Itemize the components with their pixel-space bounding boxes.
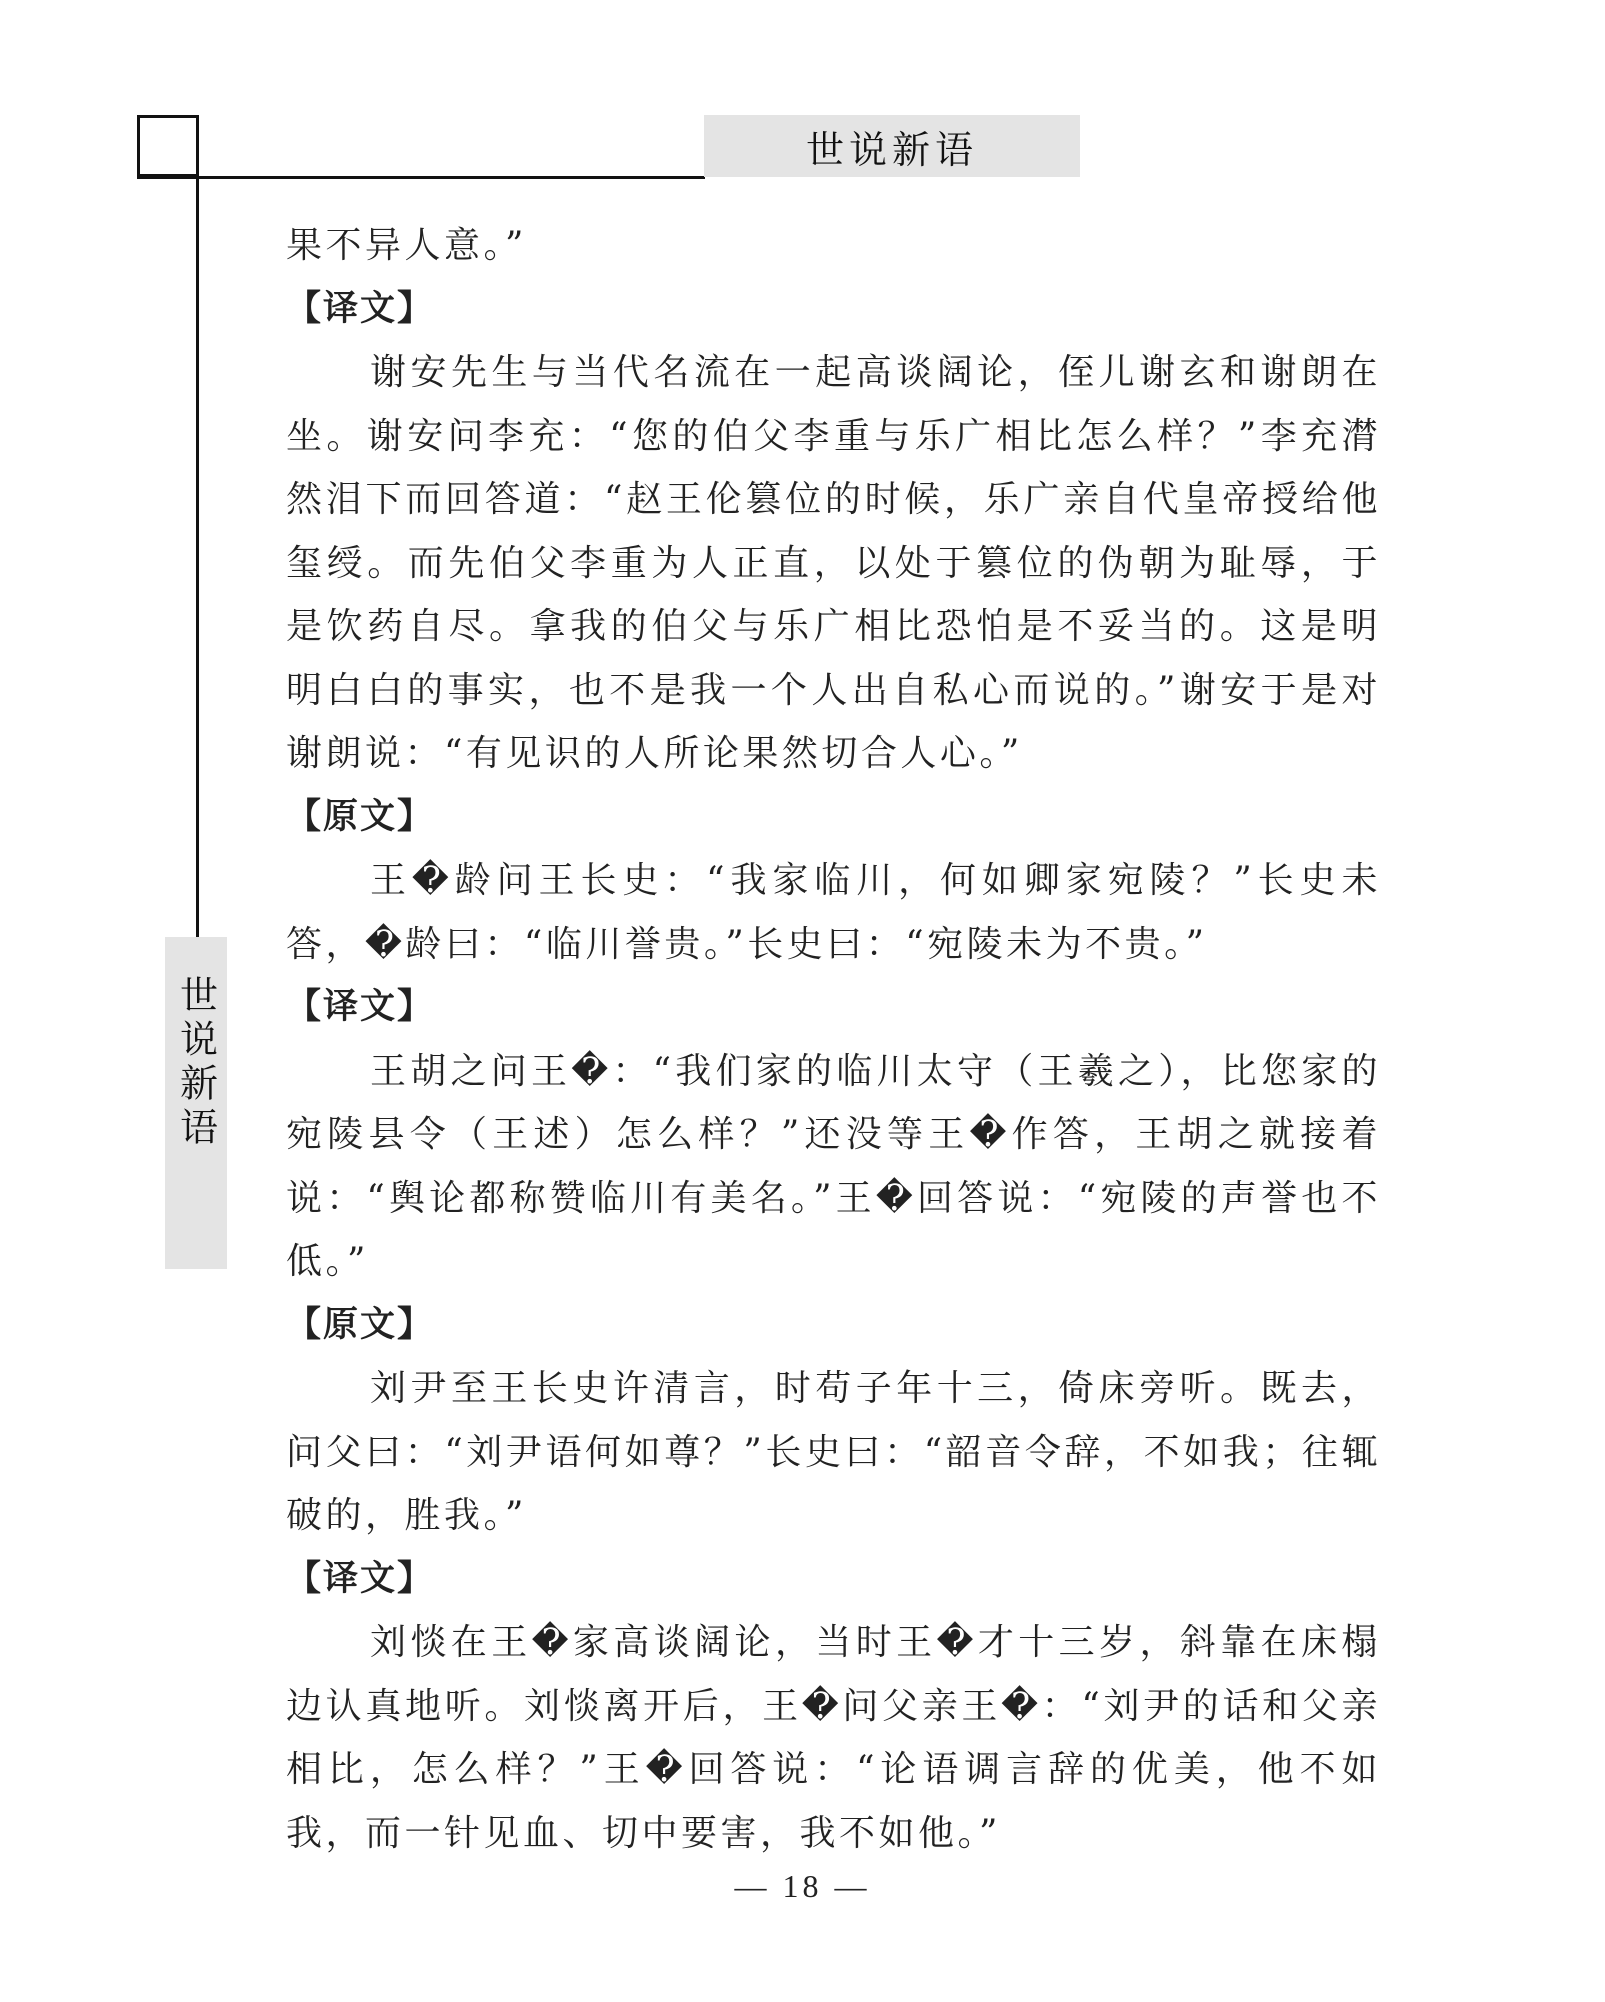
paragraph: 王�龄问王长史：“我家临川，何如卿家宛陵？”长史未答，�龄曰：“临川誉贵。”长史曰：“宛陵未为不贵。” [286,860,1381,965]
paragraph: 刘尹至王长史许清言，时苟子年十三，倚床旁听。既去，问父曰：“刘尹语何如尊？”长史曰：“韶音令辞，不如我；往辄破的，胜我。” [286,1368,1381,1536]
paragraph: 谢安先生与当代名流在一起高谈阔论，侄儿谢玄和谢朗在坐。谢安问李充：“您的伯父李重与乐广相比怎么样？”李充潸然泪下而回答道：“赵王伦篡位的时候，乐广亲自代皇帝授给他玺绶。而先伯父李重为人正直，以处于篡位的伪朝为耻辱，于是饮药自尽。拿我的伯父与乐广相比恐怕是不妥当的。这是明明白白的事实，也不是我一个人出自私心而说的。”谢安于是对谢朗说：“有见识的人所论果然切合人心。” [286,352,1381,774]
corner-frame-box [137,115,199,177]
page-body [286,214,1381,1865]
section-label-original: 【原文】 [286,796,435,837]
paragraph: 果不异人意。” [286,225,527,266]
margin-rule [196,115,199,937]
page-number: — 18 — [734,1868,871,1904]
paragraph: 刘惔在王�家高谈阔论，当时王�才十三岁，斜靠在床榻边认真地听。刘惔离开后，王�问父亲王�：“刘尹的话和父亲相比，怎么样？”王�回答说：“论语调言辞的优美，他不如我，而一针见血、切中要害，我不如他。” [286,1622,1381,1854]
running-header-title: 世说新语 [805,127,978,172]
section-label-original: 【原文】 [286,1304,435,1345]
section-label-translation: 【译文】 [286,288,435,329]
running-header [704,115,1080,177]
paragraph: 王胡之问王�：“我们家的临川太守（王羲之），比您家的宛陵县令（王述）怎么样？”还没等王�作答，王胡之就接着说：“舆论都称赞临川有美名。”王�回答说：“宛陵的声誉也不低。” [286,1050,1381,1282]
header-rule [137,176,705,179]
side-thumb-tab [165,937,227,1269]
section-label-translation: 【译文】 [286,1558,435,1599]
side-thumb-label: 世说新语 [173,975,218,1151]
section-label-translation: 【译文】 [286,987,435,1027]
